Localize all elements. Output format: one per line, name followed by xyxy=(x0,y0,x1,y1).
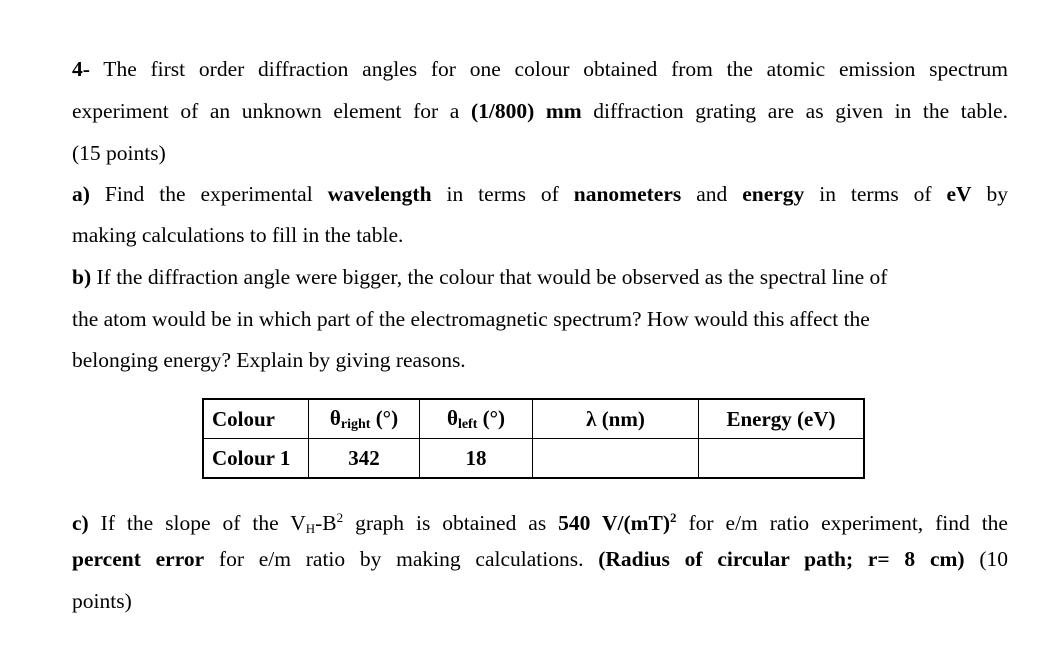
cell-theta-left: 18 xyxy=(420,439,533,479)
grating-value: (1/800) mm xyxy=(470,99,582,123)
question-line-1: 4- The first order diffraction angles for one colour obtained from the atomic emission spectrum xyxy=(72,57,1008,81)
cell-lambda[interactable] xyxy=(533,439,699,479)
table-row xyxy=(203,439,864,479)
part-a-line-1: a) Find the experimental wavelength in terms of nanometers and energy in terms of eV by xyxy=(72,182,1009,206)
header-theta-right: θright (°) xyxy=(309,399,420,439)
part-a-label: a) xyxy=(72,182,90,206)
part-c-line-2: percent error for e/m ratio by making calculations. (Radius of circular path; r= 8 cm) (10 xyxy=(72,547,1008,571)
question-points: (15 points) xyxy=(72,141,166,165)
part-c-label: c) xyxy=(72,511,89,535)
header-lambda: λ (nm) xyxy=(533,399,699,439)
part-b-line-2: the atom would be in which part of the electromagnetic spectrum? How would this affect the xyxy=(72,307,870,331)
cell-energy[interactable] xyxy=(699,439,865,479)
part-b-line-3: belonging energy? Explain by giving reasons. xyxy=(72,348,466,372)
question-number: 4- xyxy=(72,57,90,81)
header-colour: Colour xyxy=(203,399,309,439)
part-b-line-1: b) If the diffraction angle were bigger, the colour that would be observed as the spectral line of xyxy=(72,265,888,289)
cell-theta-right: 342 xyxy=(309,439,420,479)
part-c-line-1: c) If the slope of the $V_H-B^2$ graph is obtained as 540 V/(mT)$^2$ for e/m ratio experiment, find the xyxy=(72,510,1008,536)
header-theta-left: θleft (°) xyxy=(420,399,533,439)
part-a-line-2: making calculations to fill in the table. xyxy=(72,223,404,247)
header-energy: Energy (eV) xyxy=(699,399,865,439)
question-line-2: experiment of an unknown element for a (1/800) mm diffraction grating are as given in the table. xyxy=(72,99,1008,123)
cell-colour: Colour 1 xyxy=(203,439,309,479)
part-b-label: b) xyxy=(72,265,92,289)
diffraction-table xyxy=(202,398,865,479)
part-c-line-3: points) xyxy=(72,589,132,613)
table-header-row xyxy=(203,399,864,439)
